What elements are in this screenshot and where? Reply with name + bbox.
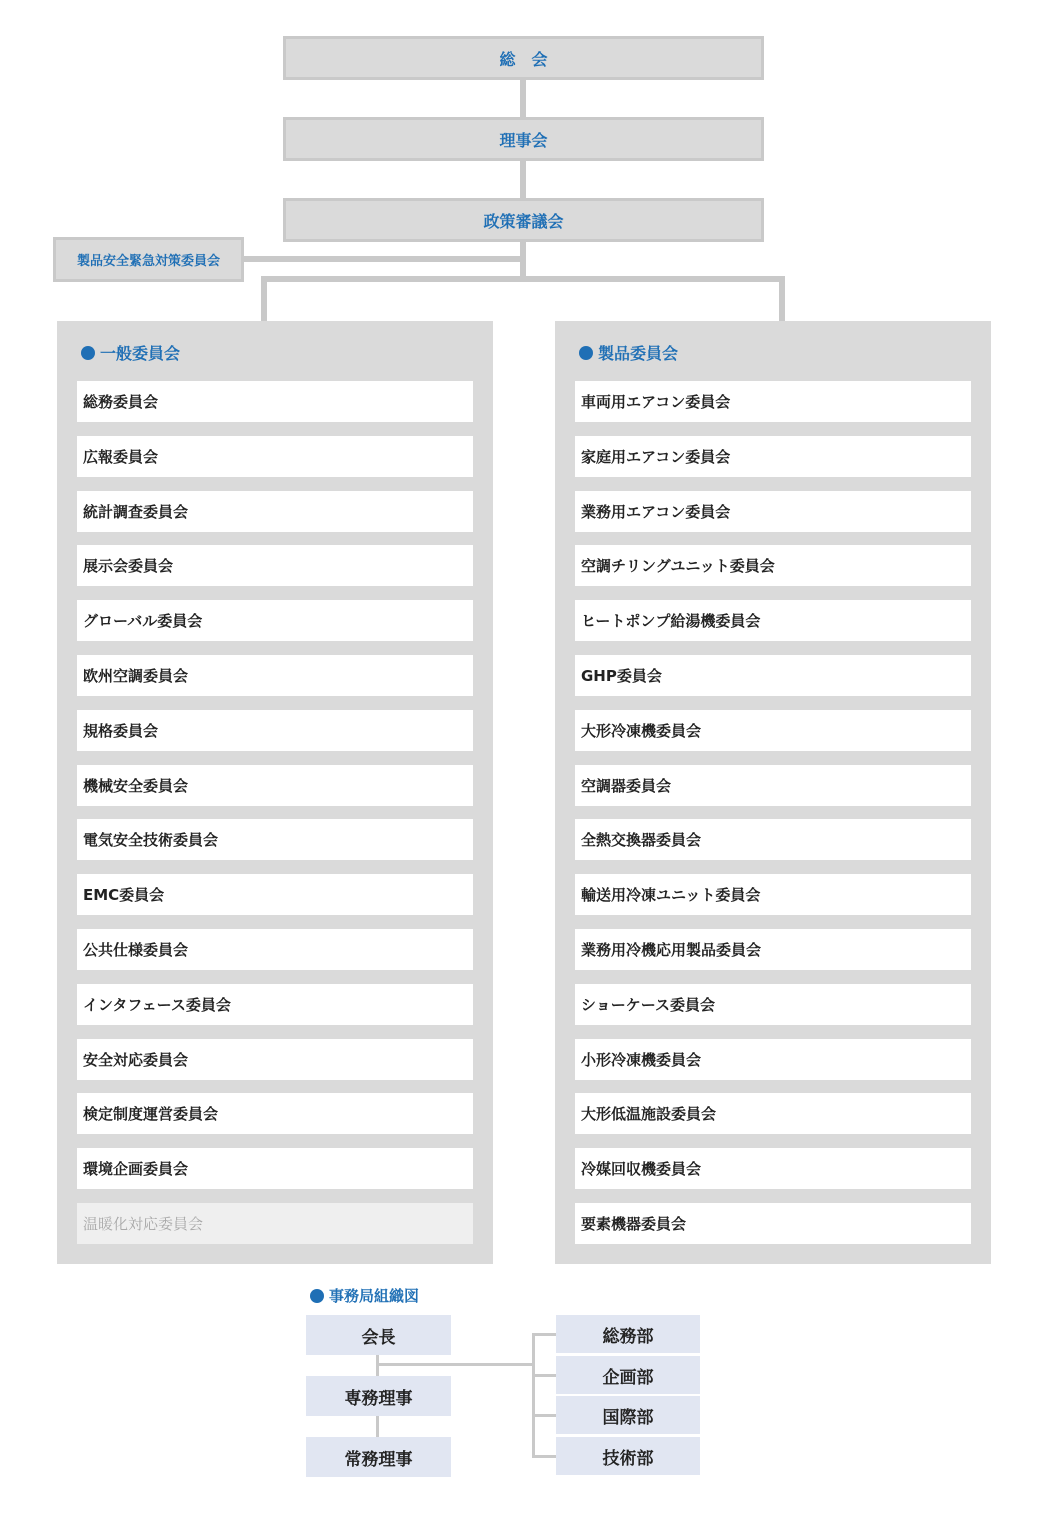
department-label: 技術部 — [602, 1448, 654, 1469]
committee-item: 空調チリングユニット委員会 — [575, 545, 971, 586]
bullet-dot-icon — [81, 346, 95, 360]
committee-item: 冷媒回収機委員会 — [575, 1148, 971, 1189]
connector-horizontal-split — [261, 276, 785, 282]
general-committees-title: 一般委員会 — [100, 344, 181, 363]
secretariat-heading — [310, 1285, 419, 1306]
committee-item: 機械安全委員会 — [77, 765, 473, 806]
committee-item: GHP委員会 — [575, 655, 971, 696]
department-label: 総務部 — [602, 1326, 654, 1347]
connector-side-committee — [243, 256, 523, 262]
bullet-dot-icon — [579, 346, 593, 360]
connector-departments-vertical — [532, 1333, 535, 1456]
committee-item: EMC委員会 — [77, 874, 473, 915]
committee-item: 全熱交換器委員会 — [575, 819, 971, 860]
general-assembly-label: 総 会 — [499, 49, 548, 69]
connector-dept-planning — [532, 1374, 556, 1377]
committee-item: 業務用エアコン委員会 — [575, 491, 971, 532]
connector-dept-international — [532, 1414, 556, 1417]
connector-to-departments — [377, 1363, 533, 1366]
policy-council-label: 政策審議会 — [483, 211, 564, 231]
committee-item: 展示会委員会 — [77, 545, 473, 586]
managing-director-label: 常務理事 — [344, 1449, 413, 1470]
executive-director-label: 専務理事 — [344, 1388, 413, 1409]
department-box — [556, 1437, 700, 1475]
general-assembly-box — [283, 36, 764, 80]
general-committees-panel — [57, 321, 493, 1264]
department-box — [556, 1396, 700, 1434]
emergency-committee-box — [53, 237, 244, 282]
connector-executive-managing — [376, 1416, 379, 1437]
committee-item-inactive: 温暖化対応委員会 — [77, 1203, 473, 1244]
committee-item: 環境企画委員会 — [77, 1148, 473, 1189]
committee-item: 公共仕様委員会 — [77, 929, 473, 970]
committee-item: 大形低温施設委員会 — [575, 1093, 971, 1134]
connector-board-policy — [520, 160, 526, 200]
executive-director-box — [306, 1376, 451, 1416]
committee-item: 広報委員会 — [77, 436, 473, 477]
department-label: 国際部 — [602, 1407, 654, 1428]
committee-item: インタフェース委員会 — [77, 984, 473, 1025]
committee-item: 業務用冷機応用製品委員会 — [575, 929, 971, 970]
committee-item: 総務委員会 — [77, 381, 473, 422]
committee-item: 小形冷凍機委員会 — [575, 1039, 971, 1080]
managing-director-box — [306, 1437, 451, 1477]
connector-dept-technical — [532, 1455, 556, 1458]
committee-item: ヒートポンプ給湯機委員会 — [575, 600, 971, 641]
committee-item: 統計調査委員会 — [77, 491, 473, 532]
committee-item: 要素機器委員会 — [575, 1203, 971, 1244]
department-box — [556, 1356, 700, 1394]
connector-dept-general — [532, 1333, 556, 1336]
committee-item: 輸送用冷凍ユニット委員会 — [575, 874, 971, 915]
committee-item: 大形冷凍機委員会 — [575, 710, 971, 751]
committee-item: 車両用エアコン委員会 — [575, 381, 971, 422]
bullet-dot-icon — [310, 1289, 324, 1303]
general-committees-list — [77, 381, 473, 1258]
chairman-label: 会長 — [361, 1327, 396, 1348]
product-committees-heading — [579, 341, 678, 364]
connector-right-panel — [779, 276, 785, 321]
committee-item: 空調器委員会 — [575, 765, 971, 806]
product-committees-title: 製品委員会 — [598, 344, 679, 363]
department-label: 企画部 — [602, 1367, 654, 1388]
committee-item: 安全対応委員会 — [77, 1039, 473, 1080]
product-committees-list — [575, 381, 971, 1258]
committee-item: グローバル委員会 — [77, 600, 473, 641]
connector-left-panel — [261, 276, 267, 321]
secretariat-title: 事務局組織図 — [329, 1287, 420, 1305]
committee-item: 欧州空調委員会 — [77, 655, 473, 696]
committee-item: 電気安全技術委員会 — [77, 819, 473, 860]
general-committees-heading — [81, 341, 180, 364]
policy-council-box — [283, 198, 764, 242]
committee-item: 家庭用エアコン委員会 — [575, 436, 971, 477]
committee-item: 検定制度運営委員会 — [77, 1093, 473, 1134]
emergency-committee-label: 製品安全緊急対策委員会 — [76, 254, 220, 269]
committee-item: 規格委員会 — [77, 710, 473, 751]
board-label: 理事会 — [499, 130, 548, 150]
chairman-box — [306, 1315, 451, 1355]
product-committees-panel — [555, 321, 991, 1264]
department-box — [556, 1315, 700, 1353]
board-box — [283, 117, 764, 161]
committee-item: ショーケース委員会 — [575, 984, 971, 1025]
connector-assembly-board — [520, 79, 526, 119]
